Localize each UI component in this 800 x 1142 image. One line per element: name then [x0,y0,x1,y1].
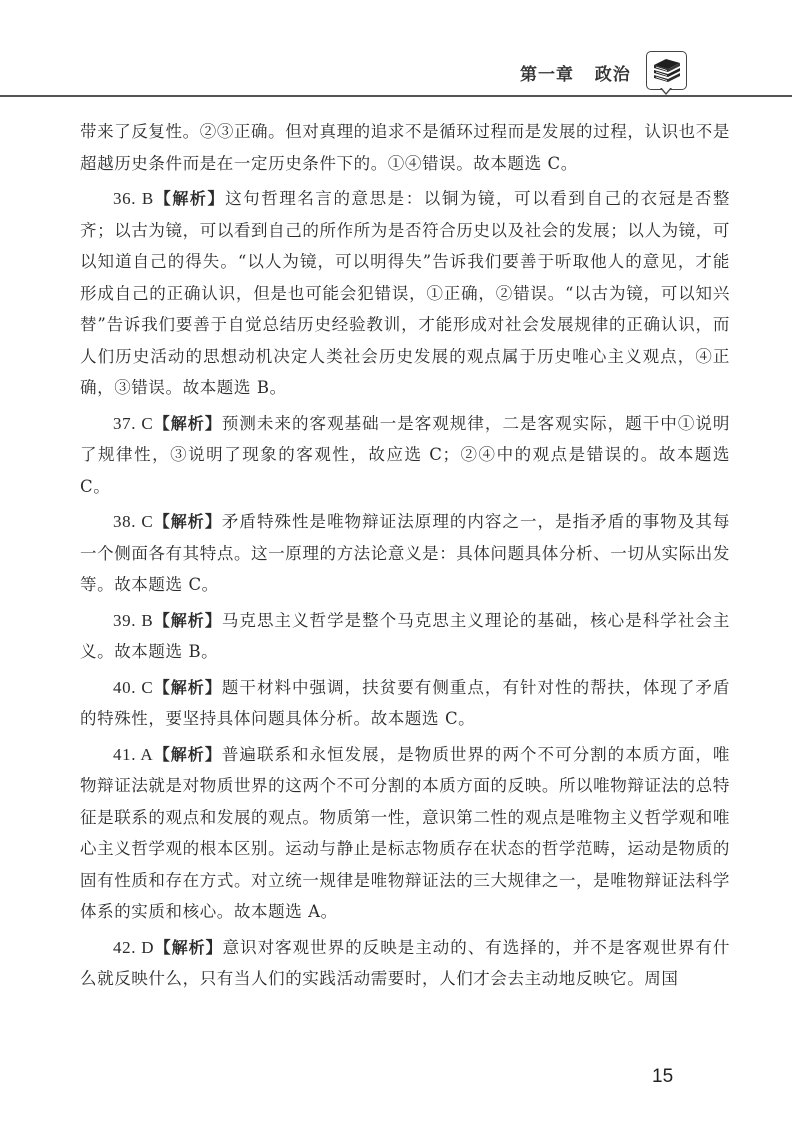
answer-37 [80,408,730,503]
paragraph-text: 马克思主义哲学是整个马克思主义理论的基础，核心是科学社会主义。故本题选 B。 [80,610,730,661]
question-number: 42. D [113,937,155,957]
answer-36 [80,183,730,404]
header-divider [0,95,792,97]
answer-40 [80,672,730,735]
question-number: 41. A [113,744,154,764]
question-number: 36. B [113,189,154,208]
paragraph-text: 预测未来的客观基础一是客观规律，二是客观实际，题干中①说明了规律性，③说明了现象的客观性，故应选 C；②④中的观点是错误的。故本题选 C。 [80,413,730,496]
analysis-tag: 【解析】 [154,937,223,957]
paragraph-text: 这句哲理名言的意思是：以铜为镜，可以看到自己的衣冠是否整齐；以古为镜，可以看到自己的所作所为是否符合历史以及社会的发展；以人为镜，可以知道自己的得失。“以人为镜，可以明得失”告诉我们要善于听取他人的意见，才能形成自己的正确认识，但是也可能会犯错误，①正确，②错误。“以古为镜，可以知兴替”告诉我们要善于自觉总结历史经验教训，才能形成对社会发展规律的正确认识，而人们历史活动的思想动机决定人类社会历史发展的观点属于历史唯心主义观点，④正确，③错误。故本题选 B。 [80,189,730,397]
question-number: 38. C [113,512,154,531]
page-number: 15 [652,1066,674,1087]
paragraph-continuation [80,116,730,179]
page-body [80,116,730,999]
paragraph-text: 带来了反复性。②③正确。但对真理的追求不是循环过程而是发展的过程，认识也不是超越历史条件而是在一定历史条件下的。①④错误。故本题选 C。 [80,122,730,173]
answer-41 [80,739,730,928]
chapter-title: 第一章 政治 [520,65,631,85]
answer-39 [80,605,730,668]
callout-pointer [660,88,672,95]
analysis-tag: 【解析】 [153,413,222,433]
question-number: 37. C [113,413,154,433]
paragraph-text: 意识对客观世界的反映是主动的、有选择的，并不是客观世界有什么就反映什么，只有当人们的实践活动需要时，人们才会去主动地反映它。周国 [80,937,730,988]
answer-38 [80,506,730,601]
question-number: 40. C [113,677,154,697]
analysis-tag: 【解析】 [153,677,222,697]
analysis-tag: 【解析】 [153,610,222,630]
page-header [0,0,800,100]
analysis-tag: 【解析】 [153,744,222,764]
books-icon [646,51,687,90]
question-number: 39. B [113,610,154,630]
paragraph-text: 矛盾特殊性是唯物辩证法原理的内容之一，是指矛盾的事物及其每一个侧面各有其特点。这一原理的方法论意义是：具体问题具体分析、一切从实际出发等。故本题选 C。 [80,512,730,594]
answer-42 [80,932,730,995]
paragraph-text: 题干材料中强调，扶贫要有侧重点，有针对性的帮扶，体现了矛盾的特殊性，要坚持具体问题具体分析。故本题选 C。 [80,677,730,728]
analysis-tag: 【解析】 [153,512,222,531]
paragraph-text: 普遍联系和永恒发展，是物质世界的两个不可分割的本质方面，唯物辩证法就是对物质世界的这两个不可分割的本质方面的反映。所以唯物辩证法的总特征是联系的观点和发展的观点。物质第一性，意识第二性的观点是唯物主义哲学观和唯心主义哲学观的根本区别。运动与静止是标志物质存在状态的哲学范畴，运动是物质的固有性质和存在方式。对立统一规律是唯物辩证法的三大规律之一，是唯物辩证法科学体系的实质和核心。故本题选 A。 [80,744,730,921]
analysis-tag: 【解析】 [153,189,226,208]
